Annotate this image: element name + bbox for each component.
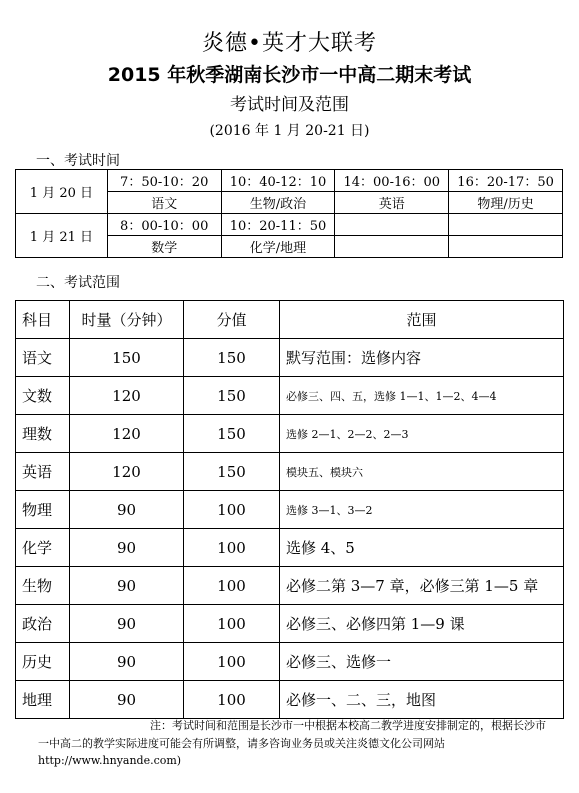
range-cell: 模块五、模块六 — [280, 453, 564, 491]
range-cell: 必修一、二、三，地图 — [280, 681, 564, 719]
subject-cell: 文数 — [16, 377, 70, 415]
range-cell: 选修 3—1、3—2 — [280, 491, 564, 529]
table-row — [16, 453, 564, 491]
duration-cell: 120 — [70, 453, 184, 491]
schedule-subject — [335, 236, 449, 258]
footer-note-line1: 注：考试时间和范围是长沙市一中根据本校高二教学进度安排制定的，根据长沙市 — [150, 719, 546, 732]
table-row — [16, 339, 564, 377]
range-cell: 必修二第 3—7 章，必修三第 1—5 章 — [280, 567, 564, 605]
schedule-day: 1 月 21 日 — [16, 214, 108, 258]
duration-cell: 120 — [70, 377, 184, 415]
schedule-time: 10：40-12：10 — [221, 170, 335, 192]
table-row — [16, 491, 564, 529]
subject-cell: 化学 — [16, 529, 70, 567]
footer-url: http://www.hnyande.com) — [38, 754, 182, 767]
subject-cell: 政治 — [16, 605, 70, 643]
duration-cell: 90 — [70, 567, 184, 605]
points-cell: 100 — [184, 529, 280, 567]
column-header-range: 范围 — [280, 301, 564, 339]
schedule-subject: 语文 — [107, 192, 221, 214]
schedule-time: 14：00-16：00 — [335, 170, 449, 192]
section-heading-range: 二、考试范围 — [36, 275, 120, 291]
duration-cell: 90 — [70, 605, 184, 643]
column-header-subject: 科目 — [16, 301, 70, 339]
footer-note-line2: 一中高二的教学实际进度可能会有所调整，请多咨询业务员或关注炎德文化公司网站 — [38, 737, 445, 750]
title-subtitle: 考试时间及范围 — [230, 95, 349, 115]
subject-cell: 历史 — [16, 643, 70, 681]
points-cell: 150 — [184, 415, 280, 453]
range-cell: 必修三、选修一 — [280, 643, 564, 681]
points-cell: 100 — [184, 681, 280, 719]
schedule-subject: 英语 — [335, 192, 449, 214]
table-row — [16, 643, 564, 681]
footer-note — [38, 717, 548, 753]
range-cell: 选修 2—1、2—2、2—3 — [280, 415, 564, 453]
range-table-body — [16, 339, 564, 719]
schedule-subject: 生物/政治 — [221, 192, 335, 214]
range-cell: 默写范围：选修内容 — [280, 339, 564, 377]
subject-cell: 英语 — [16, 453, 70, 491]
points-cell: 100 — [184, 567, 280, 605]
points-cell: 150 — [184, 453, 280, 491]
table-row — [16, 681, 564, 719]
points-cell: 150 — [184, 339, 280, 377]
schedule-time: 7：50-10：20 — [107, 170, 221, 192]
title-brand: 炎德•英才大联考 — [202, 31, 377, 56]
column-header-duration: 时量（分钟） — [70, 301, 184, 339]
table-row — [16, 377, 564, 415]
subject-cell: 地理 — [16, 681, 70, 719]
duration-cell: 90 — [70, 529, 184, 567]
schedule-time: 8：00-10：00 — [107, 214, 221, 236]
schedule-table — [15, 169, 563, 258]
column-header-points: 分值 — [184, 301, 280, 339]
subject-cell: 物理 — [16, 491, 70, 529]
schedule-row-day2-times — [16, 214, 563, 236]
points-cell: 100 — [184, 643, 280, 681]
range-table — [15, 300, 564, 719]
duration-cell: 90 — [70, 681, 184, 719]
points-cell: 100 — [184, 605, 280, 643]
points-cell: 150 — [184, 377, 280, 415]
schedule-subject: 化学/地理 — [221, 236, 335, 258]
table-row — [16, 529, 564, 567]
schedule-row-day1-times — [16, 170, 563, 192]
range-header-row — [16, 301, 564, 339]
title-exam: 2015 年秋季湖南长沙市一中高二期末考试 — [107, 64, 472, 86]
points-cell: 100 — [184, 491, 280, 529]
schedule-time — [335, 214, 449, 236]
schedule-time — [449, 214, 563, 236]
range-cell: 必修三、必修四第 1—9 课 — [280, 605, 564, 643]
schedule-subject: 数学 — [107, 236, 221, 258]
duration-cell: 120 — [70, 415, 184, 453]
schedule-time: 10：20-11：50 — [221, 214, 335, 236]
schedule-subject — [449, 236, 563, 258]
schedule-subject: 物理/历史 — [449, 192, 563, 214]
range-cell: 必修三、四、五，选修 1—1、1—2、4—4 — [280, 377, 564, 415]
section-heading-time: 一、考试时间 — [36, 153, 120, 169]
exam-date: (2016 年 1 月 20-21 日) — [209, 123, 370, 139]
duration-cell: 90 — [70, 643, 184, 681]
schedule-time: 16：20-17：50 — [449, 170, 563, 192]
schedule-day: 1 月 20 日 — [16, 170, 108, 214]
table-row — [16, 415, 564, 453]
table-row — [16, 567, 564, 605]
duration-cell: 90 — [70, 491, 184, 529]
subject-cell: 语文 — [16, 339, 70, 377]
subject-cell: 理数 — [16, 415, 70, 453]
subject-cell: 生物 — [16, 567, 70, 605]
duration-cell: 150 — [70, 339, 184, 377]
table-row — [16, 605, 564, 643]
range-cell: 选修 4、5 — [280, 529, 564, 567]
